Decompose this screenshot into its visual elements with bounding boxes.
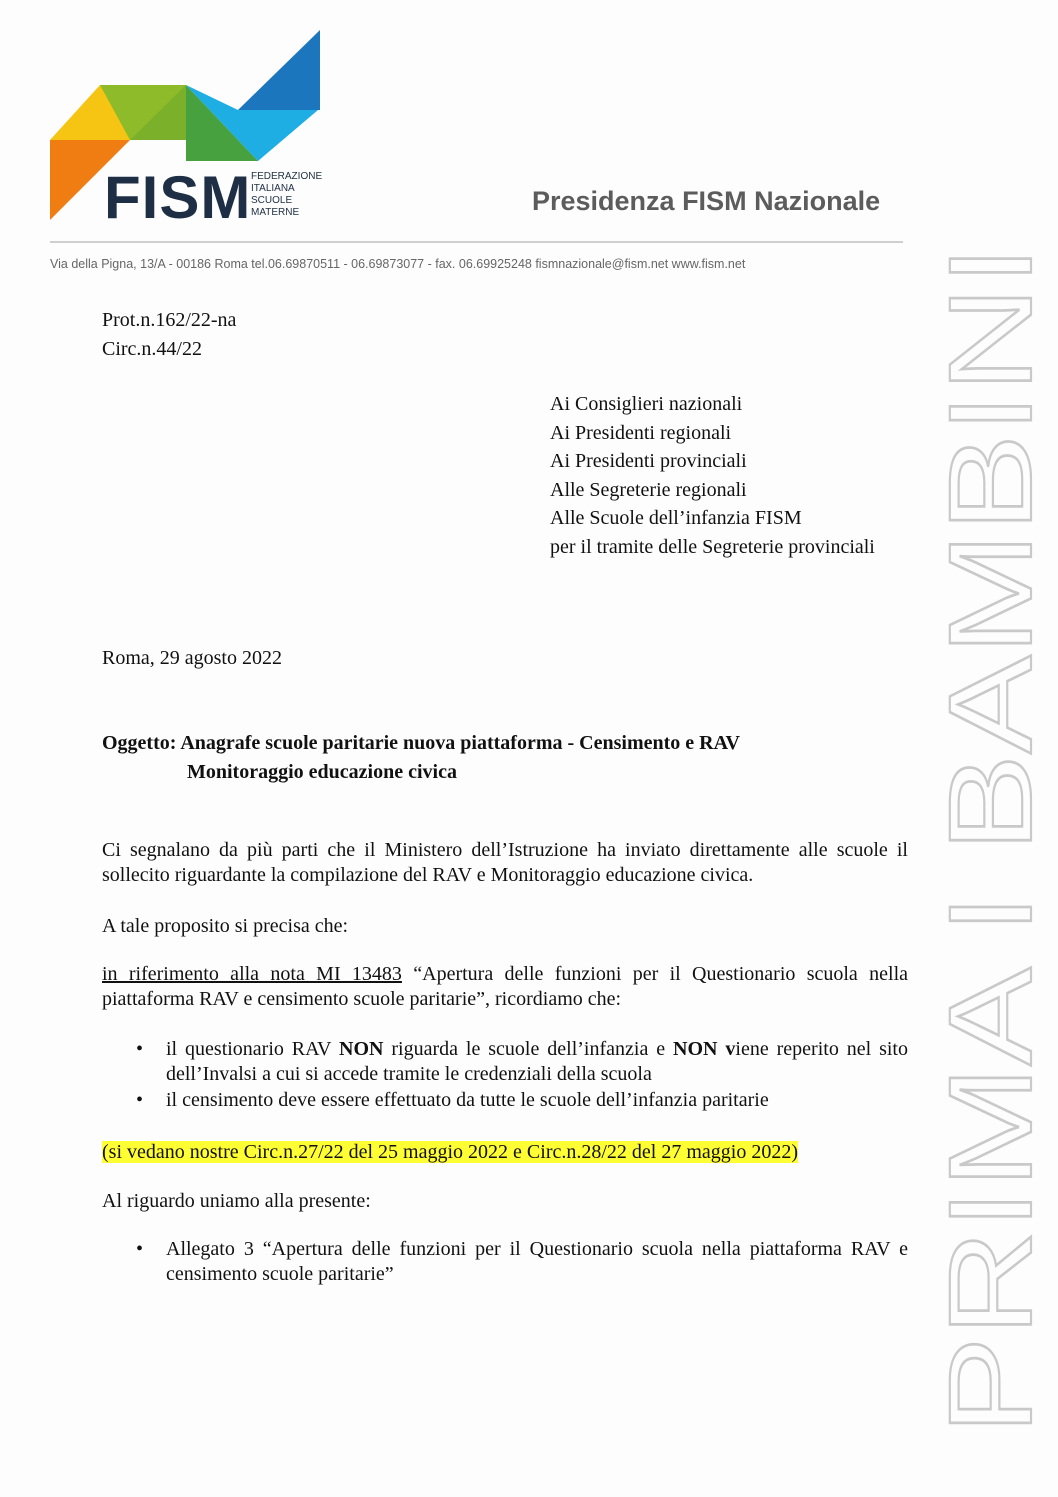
side-motto	[925, 240, 1057, 1440]
protocol-block	[102, 306, 236, 363]
body-paragraph-2: A tale proposito si precisa che:	[102, 915, 349, 937]
list-item: • Allegato 3 “Apertura delle funzioni per il Questionario scuola nella piattaforma RAV e censimento scuole paritarie”	[166, 1237, 908, 1287]
recipient-line: Ai Presidenti provinciali	[550, 450, 747, 472]
note-reference: in riferimento alla nota MI 13483	[102, 963, 402, 985]
logo-subtitle-line: SCUOLE	[251, 195, 293, 206]
body-paragraph-3	[102, 962, 908, 1012]
logo-subtitle	[251, 171, 322, 219]
recipient-line: per il tramite delle Segreterie provinciali	[550, 535, 875, 558]
letterhead-address: Via della Pigna, 13/A - 00186 Roma tel.06.69870511 - 06.69873077 - fax. 06.69925248 fismnazionale@fism.net www.fism.net	[50, 257, 746, 271]
recipient-line: Alle Scuole dell’infanzia FISM	[550, 507, 802, 529]
attachment-list	[102, 1237, 908, 1288]
recipient-line: Alle Segreterie regionali	[550, 478, 747, 501]
logo-subtitle-line: ITALIANA	[251, 183, 295, 194]
letterhead-title: Presidenza FISM Nazionale	[532, 186, 881, 216]
bullet-text: iene reperito nel sito dell’Invalsi a cui si accede tramite le credenziali della scuola	[166, 1038, 908, 1085]
body-paragraph-4: Al riguardo uniamo alla presente:	[102, 1190, 371, 1212]
subject-label: Oggetto:	[102, 732, 177, 754]
bullet-emphasis: NON	[339, 1038, 384, 1060]
header-divider	[50, 241, 903, 243]
body-paragraph-1: Ci segnalano da più parti che il Ministero dell’Istruzione ha inviato direttamente alle scuole il sollecito riguardante la compilazione del RAV e Monitoraggio educazione civica.	[102, 839, 908, 886]
logo-subtitle-line: MATERNE	[251, 207, 300, 218]
side-motto-text: PRIMA I BAMBINI	[925, 484, 1057, 1435]
logo-wordmark: FISM	[104, 164, 252, 231]
bullet-emphasis: NON v	[673, 1038, 736, 1060]
recipients-block	[550, 390, 875, 561]
subject-line-1: Anagrafe scuole paritarie nuova piattaforma - Censimento e RAV	[180, 732, 740, 754]
recipient-line: Ai Consiglieri nazionali	[550, 393, 743, 415]
body-paragraph-3-text: “Apertura delle funzioni per il Questionario scuola nella piattaforma RAV e censimento scuole paritarie”, ricordiamo che:	[102, 963, 909, 1010]
recipient-line: Ai Presidenti regionali	[550, 421, 732, 444]
bullet-text: il questionario RAV	[166, 1038, 340, 1060]
circular-number: Circ.n.44/22	[102, 337, 202, 360]
highlighted-reference	[102, 1138, 908, 1167]
list-item	[166, 1037, 908, 1087]
list-item: • il censimento deve essere effettuato da tutte le scuole dell’infanzia paritarie	[166, 1088, 908, 1113]
logo-subtitle-line: FEDERAZIONE	[251, 171, 323, 182]
subject-block	[102, 729, 740, 786]
bullet-text: riguarda le scuole dell’infanzia e	[383, 1038, 674, 1060]
side-motto-graphic	[925, 240, 1057, 1440]
subject-line-2: Monitoraggio educazione civica	[187, 760, 457, 783]
bullet-list	[102, 1037, 908, 1114]
letter-date: Roma, 29 agosto 2022	[102, 647, 282, 669]
highlighted-text: (si vedano nostre Circ.n.27/22 del 25 maggio 2022 e Circ.n.28/22 del 27 maggio 2022)	[102, 1141, 798, 1163]
protocol-number: Prot.n.162/22-na	[102, 309, 237, 331]
fism-logo	[48, 28, 338, 231]
